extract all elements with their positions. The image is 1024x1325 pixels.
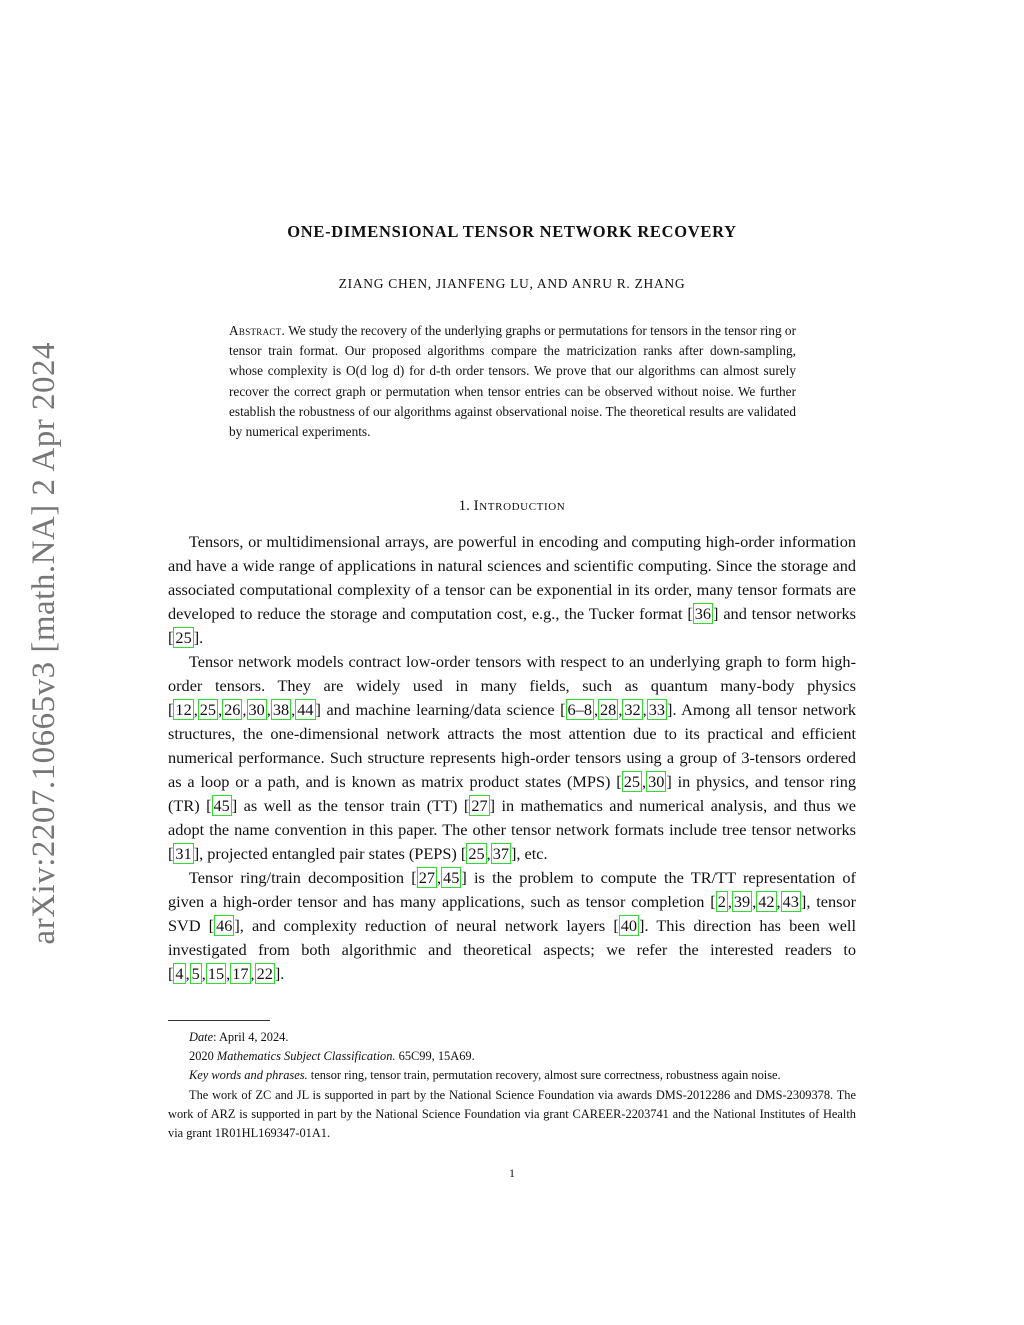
citation-link[interactable]: 45: [443, 868, 460, 887]
citation-link[interactable]: 38: [272, 700, 290, 719]
footnote-label: Mathematics Subject Classification.: [216, 1049, 396, 1064]
paragraph-3: Tensor ring/train decomposition [ 27 , 45 ] is the problem to compute the TR/TT representation of given a high-order tensor and has many applications, such as tensor completion [ 2 , 39 , 42 , 43 ], tensor SVD [ 46 ], and complexity reduction of neural network layers [ 40 ]. This direction has been well investigated from both algorithmic and theoretical aspects; we refer the interested readers to [ 4 , 5 , 15 , 17 , 22 ].: [168, 868, 857, 983]
section-title: Introduction: [473, 498, 566, 514]
abstract: [229, 321, 796, 442]
citation-link[interactable]: 2: [717, 892, 726, 911]
footnote-text: 65C99, 15A69.: [398, 1049, 475, 1064]
paragraph-text: in physics, and tensor ring (TR): [168, 772, 856, 815]
footnote-label: Date: [189, 1030, 214, 1044]
citation-link[interactable]: 31: [175, 844, 192, 863]
citation-link[interactable]: 5: [191, 964, 200, 983]
paragraph-text: . This direction has been well investigated from both algorithmic and theoretical aspects; we refer the interested readers to: [168, 916, 856, 959]
citation-link[interactable]: 30: [648, 772, 665, 791]
citation-link[interactable]: 46: [216, 916, 233, 935]
paragraph-text: , etc.: [516, 844, 548, 863]
paragraph-text: , projected entangled pair states (PEPS): [199, 844, 457, 863]
paper-title: ONE-DIMENSIONAL TENSOR NETWORK RECOVERY: [287, 222, 737, 241]
citation-link[interactable]: 26: [224, 700, 241, 719]
paragraph-text: Tensor network models contract low-order tensors with respect to an underlying graph to form high-order tensors. They are widely used in many fields, such as quantum many-body physics: [168, 652, 856, 695]
citation-link[interactable]: 27: [418, 868, 435, 887]
citation-link[interactable]: 27: [471, 796, 488, 815]
paper-authors: ZIANG CHEN, JIANFENG LU, AND ANRU R. ZHANG: [338, 276, 686, 291]
section-heading: [168, 498, 856, 515]
paragraph-2: Tensor network models contract low-order tensors with respect to an underlying graph to form high-order tensors. They are widely used in many fields, such as quantum many-body physics [ 12 , 25 , 26 , 30 , 38 , 44 ] and machine learning/data science [ 6–8 , 28 , 32 , 33 ]. Among all tensor network structures, the one-dimensional network attracts the most attention due to its practical and efficient numerical performance. Such structure represents high-order tensors using a group of 3-tensors ordered as a loop or a path, and is known as matrix product states (MPS) [ 25 , 30 ] in physics, and tensor ring (TR) [ 45 ] as well as the tensor train (TT) [ 27 ] in mathematics and numerical analysis, and thus we adopt the name convention in this paper. The other tensor network formats include tree tensor networks [ 31 ], projected entangled pair states (PEPS) [ 25 , 37 ], etc.: [168, 652, 857, 863]
paragraph-text: is the problem to compute the TR/TT representation of given a high-order tensor and has many applications, such as tensor completion: [168, 868, 856, 911]
citation-link[interactable]: 30: [248, 700, 265, 719]
paper-body: [168, 530, 856, 986]
footnotes: [168, 1028, 856, 1143]
footnote-text: : April 4, 2024.: [213, 1030, 289, 1044]
paragraph-text: in mathematics and numerical analysis, and thus we adopt the name convention in this paper. The other tensor network formats include tree tensor networks: [168, 796, 857, 839]
paragraph-text: . Among all tensor network structures, the one-dimensional network attracts the most attention due to its practical and efficient numerical performance. Such structure represents high-order tensors using a group of 3-tensors ordered as a loop or a path, and is known as matrix product states (MPS): [168, 700, 856, 791]
paragraph-text: .: [280, 964, 285, 983]
citation-link[interactable]: 25: [623, 772, 640, 791]
citation-link[interactable]: 12: [175, 700, 192, 719]
paragraph-text: .: [199, 628, 204, 647]
paragraph-text: as well as the tensor train (TT): [243, 796, 458, 815]
citation-link[interactable]: 25: [199, 700, 217, 719]
footnote-label: Key words and phrases.: [189, 1068, 308, 1083]
arxiv-identifier: [14, 338, 74, 948]
paragraph-1: Tensors, or multidimensional arrays, are powerful in encoding and computing high-order information and have a wide range of applications in natural sciences and scientific computing. Since the storage and associated computational complexity of a tensor can be exponential in its order, many tensor formats are developed to reduce the storage and computation cost, e.g., the Tucker format [ 36 ] and tensor networks [ 25 ].: [168, 532, 857, 647]
citation-link[interactable]: 44: [297, 700, 314, 719]
paragraph-text: and machine learning/data science: [326, 700, 555, 719]
arxiv-identifier-text: arXiv:2207.10665v3 [math.NA] 2 Apr 2024: [25, 341, 62, 945]
paragraph-text: Tensor ring/train decomposition: [189, 868, 405, 887]
citation-link[interactable]: 40: [620, 916, 638, 935]
paragraph-text: Tensors, or multidimensional arrays, are powerful in encoding and computing high-order information and have a wide range of applications in natural sciences and scientific computing. Since the storage and associated computational complexity of a tensor can be exponential in its order, many tensor formats are developed to reduce the storage and computation cost, e.g., the Tucker format: [168, 532, 856, 623]
citation-link[interactable]: 25: [175, 628, 192, 647]
citation-link[interactable]: 25: [468, 844, 485, 863]
footnote-text: 2020: [189, 1049, 214, 1064]
citation-link[interactable]: 6–8: [567, 700, 592, 719]
footnote-rule: [168, 1020, 270, 1021]
citation-link[interactable]: 17: [232, 964, 249, 983]
footnote-date: [168, 1028, 856, 1047]
citation-link[interactable]: 37: [492, 844, 509, 863]
abstract-text: We study the recovery of the underlying graphs or permutations for tensors in the tensor ring or tensor train format. Our proposed algorithms compare the matricization ranks after down-sampling, whose complexity is O(d log d) for d-th order tensors. We prove that our algorithms can almost surely recover the correct graph or permutation when tensor entries can be observed without noise. We further establish the robustness of our algorithms against observational noise. The theoretical results are validated by numerical experiments.: [229, 323, 797, 440]
citation-link[interactable]: 15: [207, 964, 225, 983]
paragraph-text: , and complexity reduction of neural network layers: [239, 916, 606, 935]
footnote-text: tensor ring, tensor train, permutation recovery, almost sure correctness, robustness again noise.: [310, 1068, 781, 1083]
footnote-keywords: [168, 1066, 856, 1085]
section-number: 1.: [458, 498, 470, 514]
citation-link[interactable]: 4: [175, 964, 184, 983]
citation-link[interactable]: 43: [782, 892, 799, 911]
citation-link[interactable]: 42: [758, 892, 775, 911]
citation-link[interactable]: 22: [256, 964, 273, 983]
citation-link[interactable]: 36: [694, 604, 712, 623]
footnote-msc: [168, 1047, 856, 1066]
abstract-label: Abstract.: [229, 323, 286, 338]
citation-link[interactable]: 28: [600, 700, 617, 719]
footnote-funding: [168, 1086, 856, 1144]
citation-link[interactable]: 39: [733, 892, 751, 911]
paragraph-text: , tensor SVD: [168, 892, 857, 935]
citation-link[interactable]: 32: [624, 700, 641, 719]
citation-link[interactable]: 45: [213, 796, 230, 815]
citation-link[interactable]: 33: [648, 700, 666, 719]
page-number: 1: [509, 1166, 515, 1180]
paragraph-text: and tensor networks: [723, 604, 857, 623]
footnote-text: The work of ZC and JL is supported in part by the National Science Foundation via awards DMS-2012286 and DMS-2309378. The work of ARZ is supported in part by the National Science Foundation via grant CAREER-2203741 and the National Institutes of Health via grant 1R01HL169347-01A1.: [168, 1087, 856, 1141]
